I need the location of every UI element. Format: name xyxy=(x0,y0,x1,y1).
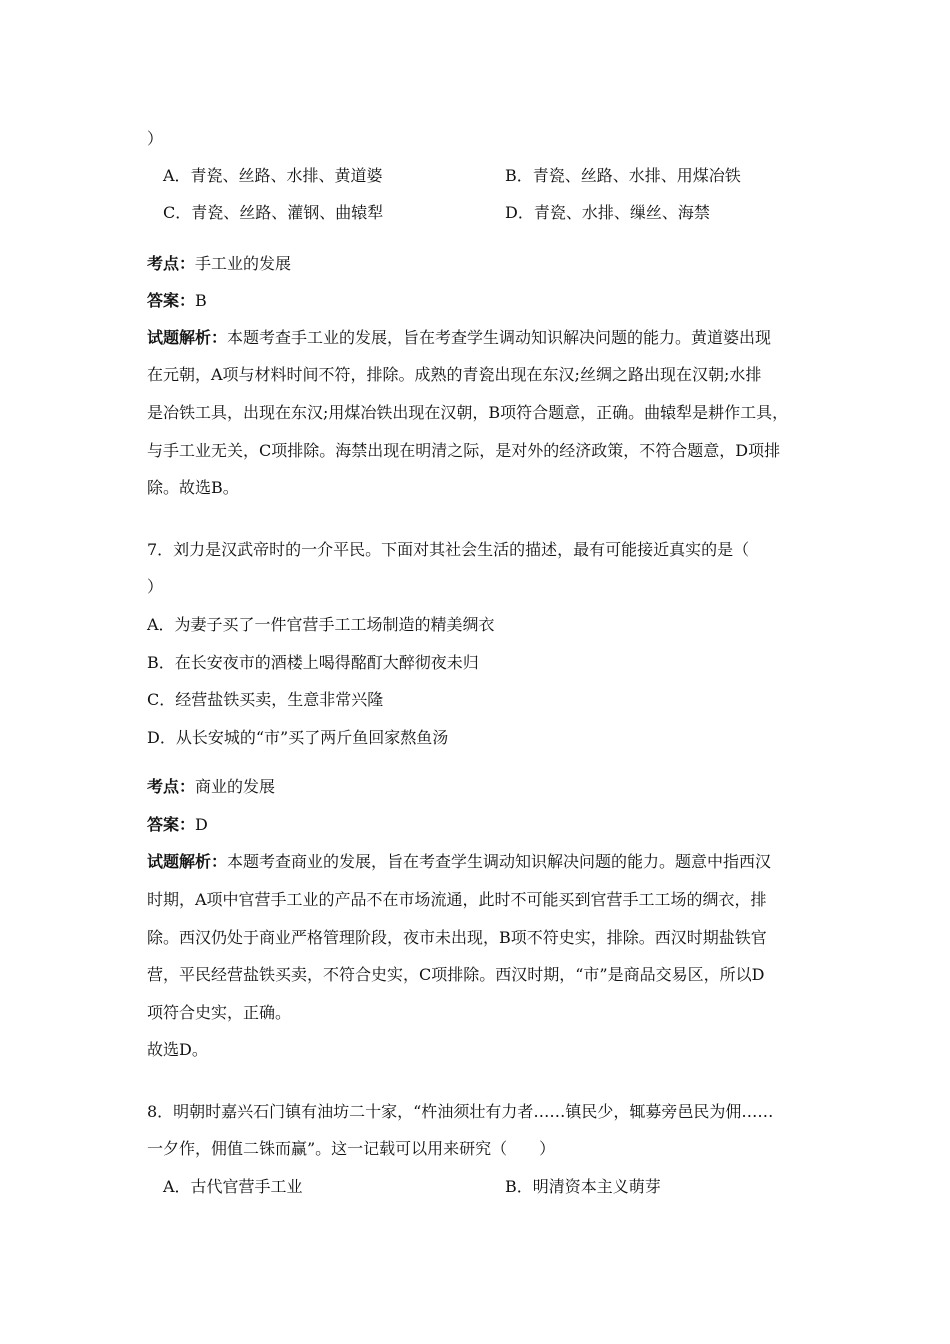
analysis-label: 试题解析： xyxy=(147,852,228,871)
q6-option-d: D．青瓷、水排、缫丝、海禁 xyxy=(505,203,710,222)
kaodian-value: 手工业的发展 xyxy=(195,254,292,273)
q7-analysis-line-4: 营，平民经营盐铁买卖，不符合史实，C项排除。西汉时期，“市”是商品交易区，所以D xyxy=(147,965,765,984)
q8-option-b: B．明清资本主义萌芽 xyxy=(505,1177,661,1196)
q7-kaodian xyxy=(147,776,275,798)
q6-analysis-line-4: 与手工业无关，C项排除。海禁出现在明清之际，是对外的经济政策，不符合题意，D项排 xyxy=(147,441,781,460)
q6-answer xyxy=(147,290,207,312)
q6-option-c: C．青瓷、丝路、灌钢、曲辕犁 xyxy=(163,203,384,222)
q7-stem: 7．刘力是汉武帝时的一介平民。下面对其社会生活的描述，最有可能接近真实的是（ xyxy=(147,540,750,559)
q7-analysis-line-1 xyxy=(147,851,771,873)
q6-analysis-line-2: 在元朝，A项与材料时间不符，排除。成熟的青瓷出现在东汉;丝绸之路出现在汉朝;水排 xyxy=(147,365,762,384)
q6-option-b: B．青瓷、丝路、水排、用煤冶铁 xyxy=(505,166,741,185)
q8-option-a: A．古代官营手工业 xyxy=(163,1177,303,1196)
kaodian-label: 考点： xyxy=(147,777,196,796)
answer-label: 答案： xyxy=(147,291,196,310)
analysis-text: 本题考查商业的发展，旨在考查学生调动知识解决问题的能力。题意中指西汉 xyxy=(227,852,772,871)
analysis-text: 本题考查手工业的发展，旨在考查学生调动知识解决问题的能力。黄道婆出现 xyxy=(227,328,772,347)
q6-analysis-line-1 xyxy=(147,327,771,349)
q6-analysis-line-5: 除。故选B。 xyxy=(147,478,239,497)
answer-label: 答案： xyxy=(147,815,196,834)
kaodian-label: 考点： xyxy=(147,254,196,273)
q7-option-b: B．在长安夜市的酒楼上喝得酩酊大醉彻夜未归 xyxy=(147,653,479,672)
q7-option-a: A．为妻子买了一件官营手工工场制造的精美绸衣 xyxy=(147,615,495,634)
q7-option-c: C．经营盐铁买卖，生意非常兴隆 xyxy=(147,690,384,709)
answer-value: B xyxy=(195,291,207,310)
q7-analysis-line-5: 项符合史实，正确。 xyxy=(147,1003,292,1022)
q6-option-a: A．青瓷、丝路、水排、黄道婆 xyxy=(163,166,383,185)
q7-paren-close: ） xyxy=(147,577,164,596)
q7-answer xyxy=(147,814,208,836)
q8-stem-line-2: 一夕作，佣值二铢而赢”。这一记载可以用来研究（ ） xyxy=(147,1139,556,1158)
q6-kaodian xyxy=(147,253,291,275)
q6-analysis-line-3: 是冶铁工具，出现在东汉;用煤冶铁出现在汉朝，B项符合题意，正确。曲辕犁是耕作工具， xyxy=(147,403,789,422)
q8-stem-line-1: 8．明朝时嘉兴石门镇有油坊二十家，“杵油须壮有力者……镇民少，辄募旁邑民为佣…… xyxy=(147,1102,774,1121)
q6-paren-close: ） xyxy=(147,129,164,148)
q7-analysis-line-2: 时期，A项中官营手工业的产品不在市场流通，此时不可能买到官营手工工场的绸衣，排 xyxy=(147,890,767,909)
analysis-label: 试题解析： xyxy=(147,328,228,347)
answer-value: D xyxy=(195,815,208,834)
q7-analysis-line-3: 除。西汉仍处于商业严格管理阶段，夜市未出现，B项不符史实，排除。西汉时期盐铁官 xyxy=(147,928,767,947)
q7-conclusion: 故选D。 xyxy=(147,1040,208,1059)
kaodian-value: 商业的发展 xyxy=(195,777,276,796)
q7-option-d: D．从长安城的“市”买了两斤鱼回家熬鱼汤 xyxy=(147,728,449,747)
